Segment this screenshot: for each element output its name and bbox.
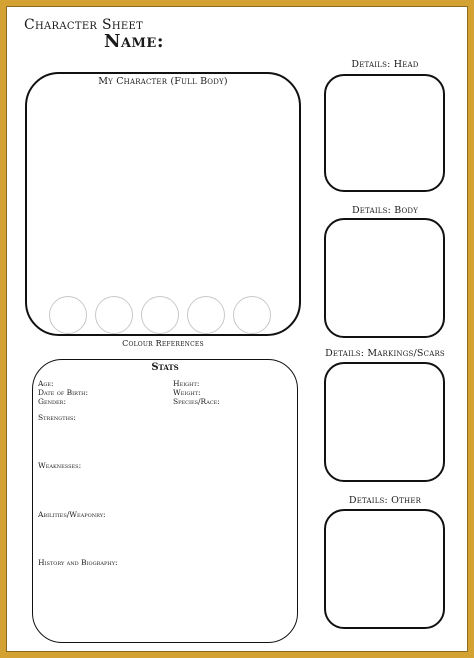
details-head-caption: Details: Head [351,59,419,70]
stats-box [32,359,298,643]
colour-swatch [187,296,225,334]
details-other-caption: Details: Other [348,495,422,506]
details-head-box [324,74,445,192]
strengths-label: Strengths: [38,413,76,422]
sheet-title: Character Sheet [24,17,144,33]
date-of-birth-label: Date of Birth: [38,388,89,397]
details-body-box [324,218,445,338]
stats-title: Stats [151,362,179,373]
details-body-caption: Details: Body [351,205,419,216]
species-race-label: Species/Race: [173,397,220,406]
abilities-weaponry-label: Abilities/Weaponry: [38,510,106,519]
colour-references-label: Colour References [122,339,204,348]
height-label: Height: [173,379,200,388]
gender-label: Gender: [38,397,66,406]
colour-swatch [49,296,87,334]
colour-swatch [233,296,271,334]
history-biography-label: History and Biography: [38,558,118,567]
colour-swatch [95,296,133,334]
details-markings-caption: Details: Markings/Scars [325,348,445,359]
weaknesses-label: Weaknesses: [38,461,82,470]
full-body-caption: My Character (Full Body) [98,76,228,87]
age-label: Age: [38,379,54,388]
details-markings-box [324,362,445,482]
name-label: Name: [104,31,164,52]
colour-swatch [141,296,179,334]
weight-label: Weight: [173,388,201,397]
details-other-box [324,509,445,629]
